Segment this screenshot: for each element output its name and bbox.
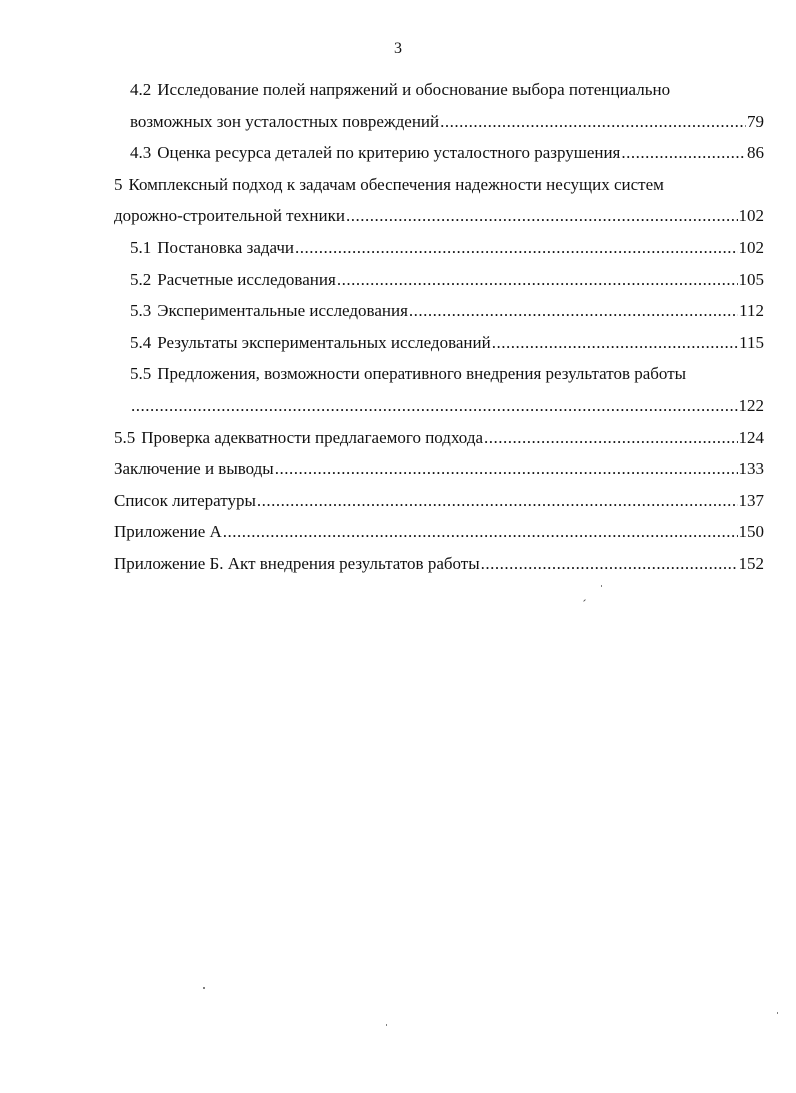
- toc-entry-number: 5.4: [130, 332, 152, 352]
- toc-entry-5-5-proposals[interactable]: [114, 358, 764, 421]
- toc-entry-page: 115: [739, 332, 764, 352]
- toc-entry-number: 4.3: [130, 143, 152, 163]
- toc-entry-title-continued: возможных зон усталостных повреждений: [130, 111, 440, 131]
- toc-entry-4-2[interactable]: [114, 74, 764, 137]
- scan-speck: [583, 599, 586, 602]
- leader-dots: [295, 232, 737, 264]
- leader-dots: [337, 264, 738, 296]
- toc-entry-5[interactable]: [114, 169, 764, 232]
- scan-speck: [386, 1024, 387, 1026]
- leader-dots: [484, 422, 737, 454]
- toc-entry-number: 5.5: [114, 427, 136, 447]
- toc-entry-title: Расчетные исследования: [157, 269, 336, 289]
- toc-entry-title: Оценка ресурса деталей по критерию усталостного разрушения: [157, 143, 621, 163]
- scan-speck: [601, 585, 602, 587]
- toc-entry-page: 133: [738, 459, 764, 479]
- toc-entry-title: Исследование полей напряжений и обоснование выбора потенциально: [157, 80, 671, 99]
- toc-entry-page: 152: [738, 553, 764, 573]
- leader-dots: [257, 485, 738, 517]
- toc-entry-conclusion[interactable]: [114, 453, 764, 485]
- scan-speck: [777, 1012, 778, 1014]
- toc-entry-title: Проверка адекватности предлагаемого подхода: [141, 427, 484, 447]
- toc-entry-title: Предложения, возможности оперативного внедрения результатов работы: [157, 364, 687, 384]
- toc-entry-5-2[interactable]: [114, 264, 764, 296]
- toc-entry-page: 102: [738, 206, 764, 226]
- leader-dots: [223, 516, 738, 548]
- toc-entry-number: 5.2: [130, 269, 152, 289]
- toc-entry-page: 150: [738, 522, 764, 542]
- toc-entry-5-4[interactable]: [114, 327, 764, 359]
- leader-dots: [131, 390, 738, 422]
- toc-entry-title: Результаты экспериментальных исследований: [157, 332, 491, 352]
- leader-dots: [346, 200, 738, 232]
- leader-dots: [621, 137, 746, 169]
- toc-entry-5-3[interactable]: [114, 295, 764, 327]
- toc-entry-number: 5.5: [130, 364, 152, 384]
- toc-entry-page: 86: [747, 143, 764, 163]
- toc-entry-title-continued: дорожно-строительной техники: [114, 206, 345, 226]
- toc-entry-number: 5.1: [130, 237, 152, 257]
- toc-entry-4-3[interactable]: [114, 137, 764, 169]
- toc-entry-number: 5: [114, 174, 123, 194]
- page-number: 3: [394, 40, 402, 57]
- toc-entry-page: 137: [738, 490, 764, 510]
- toc-entry-title: Приложение А: [114, 522, 222, 542]
- scan-speck: [203, 987, 205, 989]
- toc-entry-title: Список литературы: [114, 490, 256, 510]
- leader-dots: [492, 327, 738, 359]
- toc-entry-title: Заключение и выводы: [114, 459, 274, 479]
- toc-entry-page: 122: [738, 395, 764, 415]
- toc-entry-page: 102: [738, 237, 764, 257]
- toc-entry-title: Постановка задачи: [157, 237, 295, 257]
- toc-entry-number: 4.2: [130, 80, 152, 99]
- toc-entry-page: 112: [739, 301, 764, 321]
- toc-entry-title: Комплексный подход к задачам обеспечения надежности несущих систем: [128, 174, 664, 194]
- toc-entry-page: 105: [738, 269, 764, 289]
- leader-dots: [275, 453, 738, 485]
- leader-dots: [440, 106, 746, 138]
- leader-dots: [409, 295, 738, 327]
- toc-entry-title: Экспериментальные исследования: [157, 301, 408, 321]
- toc-entry-page: 124: [738, 427, 764, 447]
- toc-entry-references[interactable]: [114, 485, 764, 517]
- table-of-contents: [114, 74, 764, 580]
- toc-entry-appendix-a[interactable]: [114, 516, 764, 548]
- leader-dots: [481, 548, 738, 580]
- toc-entry-5-1[interactable]: [114, 232, 764, 264]
- toc-entry-page: 79: [747, 111, 764, 131]
- toc-entry-number: 5.3: [130, 301, 152, 321]
- toc-entry-5-5-verification[interactable]: [114, 422, 764, 454]
- toc-entry-appendix-b[interactable]: [114, 548, 764, 580]
- toc-entry-title: Приложение Б. Акт внедрения результатов работы: [114, 553, 480, 573]
